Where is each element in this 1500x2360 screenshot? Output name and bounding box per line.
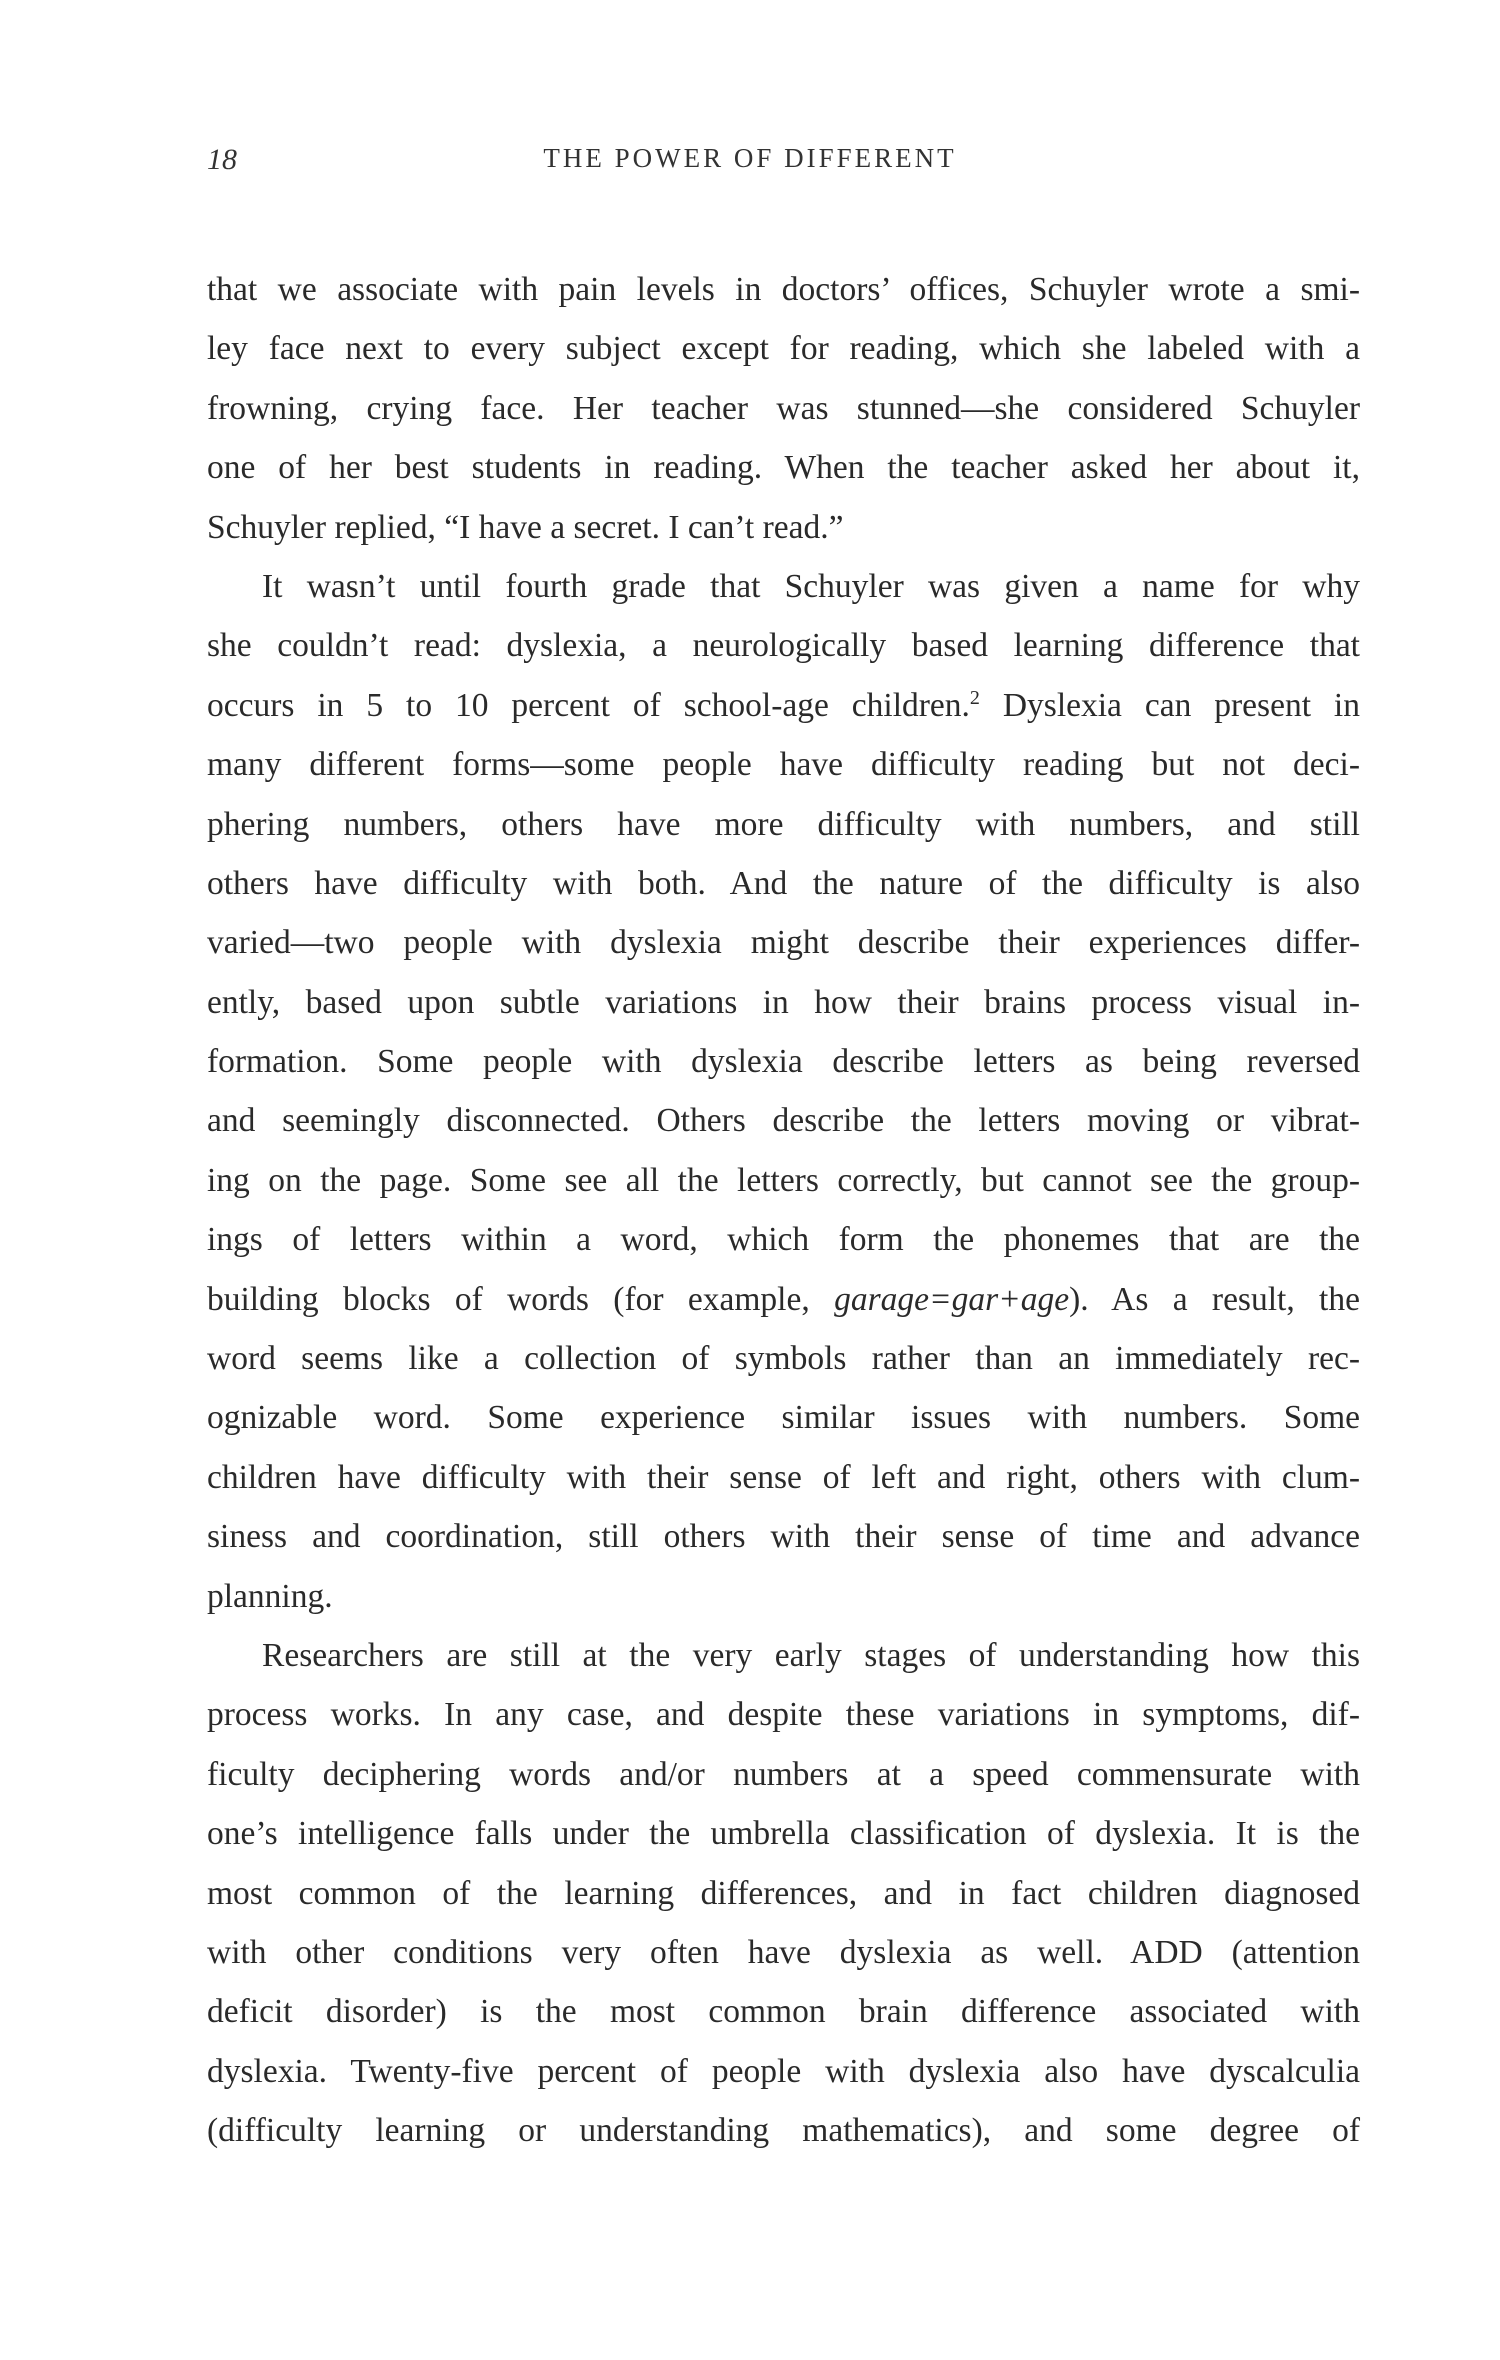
text-segment: ). As a result, the [1069, 1280, 1360, 1318]
text-line: many different forms—some people have difficulty reading but not deci- [207, 746, 1360, 784]
italic-example: garage=gar+age [834, 1280, 1070, 1318]
text-line: phering numbers, others have more difficulty with numbers, and still [207, 805, 1360, 843]
text-line: (difficulty learning or understanding mathematics), and some degree of [207, 2112, 1360, 2150]
text-line: deficit disorder) is the most common brain difference associated with [207, 1993, 1360, 2031]
text-segment: building blocks of words (for example, [207, 1280, 835, 1318]
text-line: frowning, crying face. Her teacher was stunned—she considered Schuyler [207, 389, 1360, 427]
text-line: Schuyler replied, “I have a secret. I can’t read.” [207, 508, 844, 546]
running-head-title: THE POWER OF DIFFERENT [543, 143, 957, 173]
page-number: 18 [207, 143, 237, 176]
text-line: Researchers are still at the very early stages of understanding how this [262, 1636, 1360, 1674]
text-line: she couldn’t read: dyslexia, a neurologically based learning difference that [207, 627, 1360, 665]
text-line: that we associate with pain levels in doctors’ offices, Schuyler wrote a smi- [207, 271, 1360, 308]
text-line: others have difficulty with both. And the nature of the difficulty is also [207, 864, 1360, 902]
text-line: with other conditions very often have dyslexia as well. ADD (attention [207, 1933, 1360, 1971]
text-segment: Dyslexia can present in [979, 686, 1360, 724]
text-line: ings of letters within a word, which form the phonemes that are the [207, 1221, 1360, 1259]
text-line: ley face next to every subject except for reading, which she labeled with a [207, 330, 1360, 368]
text-line: planning. [207, 1577, 333, 1615]
text-line: ficulty deciphering words and/or numbers at a speed commensurate with [207, 1755, 1360, 1793]
footnote-reference[interactable]: 2 [969, 686, 980, 709]
text-line: dyslexia. Twenty-five percent of people with dyslexia also have dyscalculia [207, 2052, 1360, 2090]
text-line: most common of the learning differences, and in fact children diagnosed [207, 1874, 1360, 1912]
text-line: process works. In any case, and despite these variations in symptoms, dif- [207, 1696, 1360, 1734]
text-segment: occurs in 5 to 10 percent of school-age children. [207, 686, 970, 724]
text-line: one’s intelligence falls under the umbrella classification of dyslexia. It is the [207, 1815, 1360, 1853]
body-text [207, 260, 1360, 2161]
text-line: siness and coordination, still others with their sense of time and advance [207, 1518, 1360, 1556]
text-line: ing on the page. Some see all the letters correctly, but cannot see the group- [207, 1161, 1360, 1199]
text-line [207, 1270, 1360, 1329]
text-line [207, 676, 1360, 735]
text-line: ognizable word. Some experience similar issues with numbers. Some [207, 1399, 1360, 1437]
text-line: varied—two people with dyslexia might describe their experiences differ- [207, 924, 1360, 962]
text-line: and seemingly disconnected. Others describe the letters moving or vibrat- [207, 1102, 1360, 1140]
text-line: word seems like a collection of symbols rather than an immediately rec- [207, 1340, 1360, 1378]
text-line: It wasn’t until fourth grade that Schuyler was given a name for why [262, 567, 1360, 605]
text-line: children have difficulty with their sense of left and right, others with clum- [207, 1458, 1360, 1496]
text-line: one of her best students in reading. When the teacher asked her about it, [207, 449, 1360, 487]
text-line: ently, based upon subtle variations in how their brains process visual in- [207, 983, 1360, 1021]
text-line: formation. Some people with dyslexia describe letters as being reversed [207, 1043, 1360, 1081]
